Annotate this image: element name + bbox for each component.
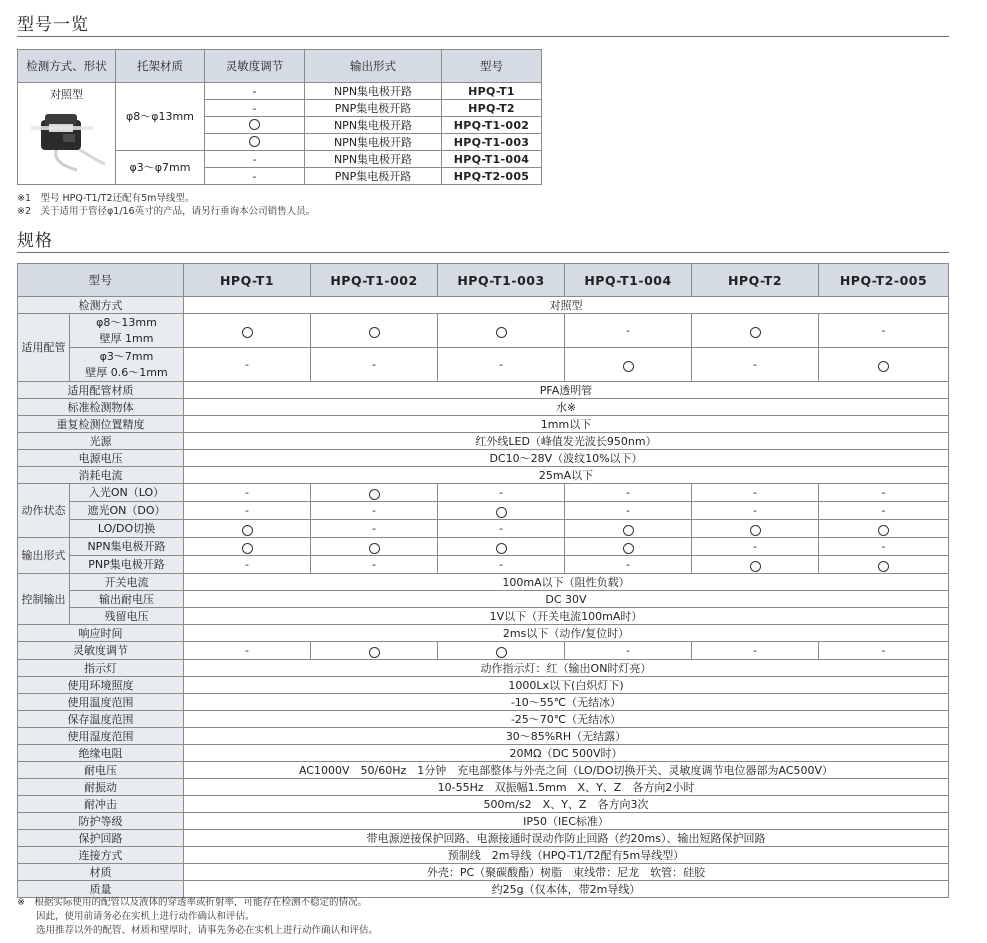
spec-label: 适用配管材质	[18, 382, 184, 399]
circle-mark-icon	[623, 543, 634, 554]
spec-cell	[692, 538, 819, 556]
spec-header-model: HPQ-T1-004	[565, 264, 692, 297]
spec-label: 指示灯	[18, 660, 184, 677]
lineup-sens: -	[205, 151, 305, 168]
lineup-group-1: φ8～φ13mm	[116, 83, 205, 151]
spec-mark: -	[753, 358, 757, 371]
lineup-group-2: φ3～φ7mm	[116, 151, 205, 185]
spec-row	[18, 625, 949, 642]
circle-mark-icon	[369, 647, 380, 658]
lineup-header-output: 输出形式	[305, 50, 442, 83]
spec-row	[18, 502, 949, 520]
lineup-sens: -	[205, 83, 305, 100]
spec-mark: -	[626, 504, 630, 517]
spec-row	[18, 416, 949, 433]
spec-mark: -	[372, 504, 376, 517]
spec-value: 25mA以下	[184, 467, 949, 484]
spec-row	[18, 314, 949, 348]
spec-cell	[438, 314, 565, 348]
spec-sublabel: φ8～13mm 壁厚 1mm	[70, 314, 184, 348]
circle-mark-icon	[878, 525, 889, 536]
spec-value: 1mm以下	[184, 416, 949, 433]
spec-header-model-label: 型号	[18, 264, 184, 297]
spec-cell	[184, 556, 311, 574]
spec-value: 动作指示灯：红（输出ON时灯亮）	[184, 660, 949, 677]
spec-cell	[438, 348, 565, 382]
spec-value: DC10～28V（波纹10%以下）	[184, 450, 949, 467]
lineup-note-2: ※2 关于适用于管径φ1/16英寸的产品，请另行垂询本公司销售人员。	[17, 206, 316, 217]
spec-header-row	[18, 264, 949, 297]
spec-cell	[438, 556, 565, 574]
circle-mark-icon	[878, 361, 889, 372]
spec-cell	[438, 538, 565, 556]
spec-mark: -	[881, 486, 886, 499]
lineup-model: HPQ-T1-003	[442, 134, 542, 151]
spec-label: 重复检测位置精度	[18, 416, 184, 433]
spec-cell	[438, 520, 565, 538]
spec-row	[18, 433, 949, 450]
spec-mark: -	[499, 358, 503, 371]
spec-value: 红外线LED（峰值发光波长950nm）	[184, 433, 949, 450]
spec-cell	[438, 642, 565, 660]
spec-cell	[565, 314, 692, 348]
spec-row	[18, 591, 949, 608]
spec-mark: -	[499, 558, 503, 571]
spec-value: -25～70℃（无结冰）	[184, 711, 949, 728]
spec-row	[18, 660, 949, 677]
spec-label: 连接方式	[18, 847, 184, 864]
spec-label: 防护等级	[18, 813, 184, 830]
circle-mark-icon	[750, 561, 761, 572]
circle-mark-icon	[242, 543, 253, 554]
spec-value: 水※	[184, 399, 949, 416]
spec-header-model: HPQ-T2-005	[819, 264, 949, 297]
circle-mark-icon	[623, 361, 634, 372]
lineup-title: 型号一览	[17, 15, 89, 35]
spec-cell	[692, 484, 819, 502]
spec-value: 20MΩ（DC 500V时）	[184, 745, 949, 762]
spec-row	[18, 399, 949, 416]
spec-cell	[311, 348, 438, 382]
spec-value: DC 30V	[184, 591, 949, 608]
spec-header-model: HPQ-T2	[692, 264, 819, 297]
spec-label: 响应时间	[18, 625, 184, 642]
sensor-photo-icon	[27, 104, 107, 174]
lineup-shape-label: 对照型	[50, 88, 83, 101]
spec-value: 500m/s2 X、Y、Z 各方向3次	[184, 796, 949, 813]
spec-mark: -	[753, 644, 757, 657]
spec-cell	[819, 314, 949, 348]
spec-cell	[819, 502, 949, 520]
spec-cell	[184, 314, 311, 348]
spec-row	[18, 847, 949, 864]
spec-label: 检测方式	[18, 297, 184, 314]
spec-sublabel: NPN集电极开路	[70, 538, 184, 556]
spec-mark: -	[372, 522, 376, 535]
spec-cell	[311, 642, 438, 660]
spec-value: 10-55Hz 双振幅1.5mm X、Y、Z 各方向2小时	[184, 779, 949, 796]
circle-mark-icon	[750, 525, 761, 536]
lineup-output: NPN集电极开路	[305, 134, 442, 151]
spec-mark: -	[626, 558, 630, 571]
spec-mark: -	[245, 486, 249, 499]
spec-value: 预制线 2m导线（HPQ-T1/T2配有5m导线型）	[184, 847, 949, 864]
spec-value: 约25g（仅本体，带2m导线）	[184, 881, 949, 898]
lineup-output: PNP集电极开路	[305, 168, 442, 185]
circle-mark-icon	[623, 525, 634, 536]
lineup-header-sensitivity: 灵敏度调节	[205, 50, 305, 83]
spec-label: 保护回路	[18, 830, 184, 847]
spec-row	[18, 711, 949, 728]
spec-sublabel: 开关电流	[70, 574, 184, 591]
spec-sublabel: 入光ON（LO）	[70, 484, 184, 502]
spec-cell	[692, 348, 819, 382]
spec-row	[18, 642, 949, 660]
spec-value: AC1000V 50/60Hz 1分钟 充电部整体与外壳之间（LO/DO切换开关、灵敏度调节电位器部为AC500V）	[184, 762, 949, 779]
spec-cell	[819, 556, 949, 574]
spec-mark: -	[372, 558, 376, 571]
spec-cell	[692, 556, 819, 574]
spec-sublabel: LO/DO切换	[70, 520, 184, 538]
spec-cell	[184, 484, 311, 502]
spec-table	[17, 263, 949, 898]
spec-cell	[184, 348, 311, 382]
spec-header-model: HPQ-T1-002	[311, 264, 438, 297]
spec-cell	[438, 502, 565, 520]
spec-mark: -	[753, 540, 757, 553]
spec-mark: -	[372, 358, 376, 371]
spec-group-control: 控制输出	[18, 574, 70, 625]
spec-value: PFA透明管	[184, 382, 949, 399]
lineup-model: HPQ-T1-002	[442, 117, 542, 134]
spec-mark: -	[753, 504, 757, 517]
circle-mark-icon	[496, 327, 507, 338]
spec-mark: -	[626, 486, 630, 499]
spec-note-2: 因此，使用前请务必在实机上进行动作确认和评估。	[17, 911, 255, 922]
spec-row	[18, 450, 949, 467]
lineup-shape-cell	[18, 83, 116, 185]
spec-value: 30～85%RH（无结露）	[184, 728, 949, 745]
lineup-note-1: ※1 型号 HPQ-T1/T2还配有5m导线型。	[17, 193, 195, 204]
spec-cell	[692, 642, 819, 660]
circle-mark-icon	[496, 507, 507, 518]
spec-cell	[311, 484, 438, 502]
lineup-sens: -	[205, 100, 305, 117]
spec-cell	[311, 538, 438, 556]
lineup-output: NPN集电极开路	[305, 117, 442, 134]
spec-group-output: 输出形式	[18, 538, 70, 574]
lineup-output: NPN集电极开路	[305, 151, 442, 168]
spec-cell	[438, 484, 565, 502]
spec-cell	[565, 538, 692, 556]
spec-row	[18, 538, 949, 556]
spec-row	[18, 297, 949, 314]
spec-row	[18, 520, 949, 538]
spec-header-model: HPQ-T1-003	[438, 264, 565, 297]
lineup-model: HPQ-T1-004	[442, 151, 542, 168]
spec-sublabel: 输出耐电压	[70, 591, 184, 608]
lineup-header-model: 型号	[442, 50, 542, 83]
spec-mark: -	[626, 324, 630, 337]
spec-cell	[311, 520, 438, 538]
spec-label: 光源	[18, 433, 184, 450]
lineup-header-row	[18, 50, 542, 83]
spec-value: 1000Lx以下(白炽灯下)	[184, 677, 949, 694]
spec-row	[18, 608, 949, 625]
spec-row	[18, 694, 949, 711]
lineup-model: HPQ-T2-005	[442, 168, 542, 185]
spec-label: 使用环境照度	[18, 677, 184, 694]
spec-mark: -	[245, 358, 249, 371]
spec-title: 规格	[17, 231, 53, 251]
lineup-model: HPQ-T1	[442, 83, 542, 100]
spec-label: 耐冲击	[18, 796, 184, 813]
spec-row	[18, 864, 949, 881]
spec-sublabel: 遮光ON（DO）	[70, 502, 184, 520]
spec-mark: -	[881, 644, 886, 657]
lineup-sens: -	[205, 168, 305, 185]
spec-row	[18, 556, 949, 574]
spec-cell	[565, 556, 692, 574]
lineup-output: NPN集电极开路	[305, 83, 442, 100]
spec-cell	[819, 538, 949, 556]
spec-note-1: ※ 根据实际使用的配管以及液体的穿透率或折射率，可能存在检测不稳定的情况。	[17, 897, 367, 908]
spec-label: 电源电压	[18, 450, 184, 467]
spec-row	[18, 574, 949, 591]
spec-row	[18, 728, 949, 745]
circle-mark-icon	[369, 489, 380, 500]
lineup-table	[17, 49, 542, 185]
spec-cell	[311, 314, 438, 348]
spec-label: 质量	[18, 881, 184, 898]
spec-mark: -	[499, 522, 503, 535]
spec-row	[18, 484, 949, 502]
spec-note-3: 选用推荐以外的配管、材质和壁厚时，请事先务必在实机上进行动作确认和评估。	[17, 925, 379, 936]
spec-row	[18, 745, 949, 762]
spec-cell	[692, 520, 819, 538]
spec-value: 2ms以下（动作/复位时）	[184, 625, 949, 642]
spec-label: 灵敏度调节	[18, 642, 184, 660]
spec-row	[18, 830, 949, 847]
spec-label: 耐电压	[18, 762, 184, 779]
spec-label: 使用湿度范围	[18, 728, 184, 745]
lineup-title-rule	[17, 36, 949, 37]
spec-label: 耐振动	[18, 779, 184, 796]
spec-cell	[565, 502, 692, 520]
spec-row	[18, 467, 949, 484]
spec-row	[18, 677, 949, 694]
spec-label: 使用温度范围	[18, 694, 184, 711]
spec-value: 对照型	[184, 297, 949, 314]
spec-mark: -	[245, 558, 249, 571]
lineup-sens	[205, 134, 305, 151]
lineup-output: PNP集电极开路	[305, 100, 442, 117]
spec-header-model: HPQ-T1	[184, 264, 311, 297]
spec-group-pipe: 适用配管	[18, 314, 70, 382]
spec-cell	[311, 556, 438, 574]
circle-mark-icon	[750, 327, 761, 338]
spec-label: 保存温度范围	[18, 711, 184, 728]
spec-cell	[311, 502, 438, 520]
spec-value: 1V以下（开关电流100mA时）	[184, 608, 949, 625]
lineup-row	[18, 83, 542, 100]
spec-cell	[565, 348, 692, 382]
spec-label: 消耗电流	[18, 467, 184, 484]
spec-mark: -	[881, 540, 886, 553]
circle-mark-icon	[496, 543, 507, 554]
spec-row	[18, 348, 949, 382]
spec-cell	[819, 520, 949, 538]
spec-cell	[565, 642, 692, 660]
spec-value: 100mA以下（阻性负载）	[184, 574, 949, 591]
spec-value: 带电源逆接保护回路、电源接通时误动作防止回路（约20ms）、输出短路保护回路	[184, 830, 949, 847]
spec-sublabel: PNP集电极开路	[70, 556, 184, 574]
spec-mark: -	[881, 324, 886, 337]
spec-cell	[184, 538, 311, 556]
spec-cell	[819, 642, 949, 660]
spec-row	[18, 382, 949, 399]
spec-row	[18, 779, 949, 796]
spec-label: 绝缘电阻	[18, 745, 184, 762]
spec-mark: -	[245, 504, 249, 517]
spec-mark: -	[753, 486, 757, 499]
spec-cell	[819, 348, 949, 382]
spec-label: 标准检测物体	[18, 399, 184, 416]
spec-label: 材质	[18, 864, 184, 881]
circle-mark-icon	[242, 525, 253, 536]
circle-mark-icon	[242, 327, 253, 338]
spec-value: IP50（IEC标准）	[184, 813, 949, 830]
circle-mark-icon	[878, 561, 889, 572]
spec-sublabel: φ3～7mm 壁厚 0.6～1mm	[70, 348, 184, 382]
lineup-model: HPQ-T2	[442, 100, 542, 117]
spec-row	[18, 762, 949, 779]
spec-mark: -	[626, 644, 630, 657]
spec-value: 外壳：PC（聚碳酸酯）树脂 束线带：尼龙 软管：硅胶	[184, 864, 949, 881]
spec-mark: -	[245, 644, 249, 657]
spec-row	[18, 881, 949, 898]
spec-row	[18, 796, 949, 813]
circle-mark-icon	[369, 543, 380, 554]
spec-group-state: 动作状态	[18, 484, 70, 538]
spec-cell	[184, 520, 311, 538]
spec-sublabel: 残留电压	[70, 608, 184, 625]
circle-mark-icon	[496, 647, 507, 658]
spec-cell	[184, 502, 311, 520]
spec-value: -10～55℃（无结冰）	[184, 694, 949, 711]
spec-row	[18, 813, 949, 830]
spec-title-rule	[17, 252, 949, 253]
spec-cell	[565, 484, 692, 502]
circle-mark-icon	[249, 119, 260, 130]
spec-cell	[692, 314, 819, 348]
spec-cell	[819, 484, 949, 502]
lineup-sens	[205, 117, 305, 134]
spec-mark: -	[499, 486, 503, 499]
lineup-header-material: 托架材质	[116, 50, 205, 83]
spec-cell	[692, 502, 819, 520]
spec-cell	[184, 642, 311, 660]
lineup-header-shape: 检测方式、形状	[18, 50, 116, 83]
spec-cell	[565, 520, 692, 538]
circle-mark-icon	[249, 136, 260, 147]
spec-mark: -	[881, 504, 886, 517]
circle-mark-icon	[369, 327, 380, 338]
